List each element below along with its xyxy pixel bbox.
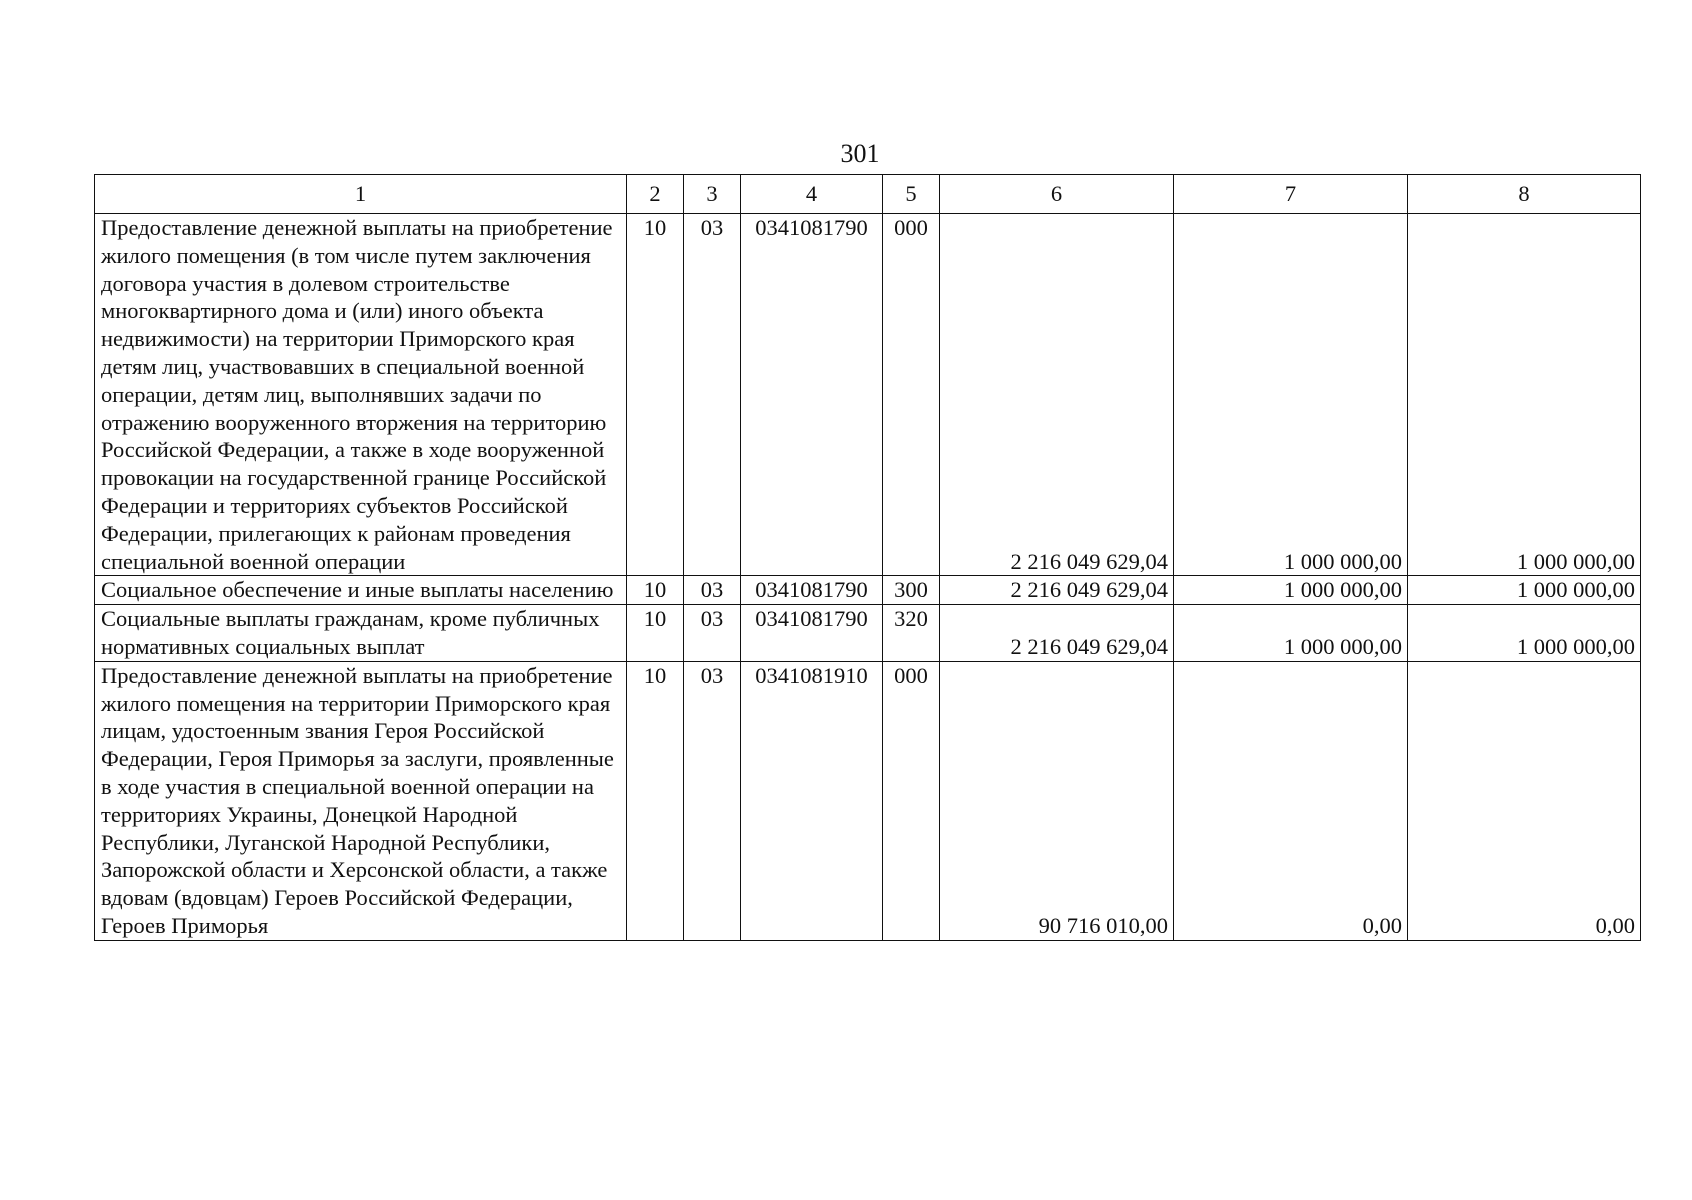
row-description: Социальное обеспечение и иные выплаты населению (95, 576, 627, 605)
row-amount-col6: 90 716 010,00 (940, 661, 1174, 940)
row-razdel: 10 (627, 661, 684, 940)
row-amount-col6: 2 216 049 629,04 (940, 576, 1174, 605)
row-description: Предоставление денежной выплаты на приобретение жилого помещения (в том числе путем заключения договора участия в долевом строительстве многоквартирного дома и (или) иного объекта недвижимости) на территории Приморского края детям лиц, участвовавших в специальной военной операции, детям лиц, выполнявших задачи по отражению вооруженного вторжения на территорию Российской Федерации, а также в ходе вооруженной провокации на государственной границе Российской Федерации и территориях субъектов Российской Федерации, прилегающих к районам проведения специальной военной операции (95, 214, 627, 576)
row-podrazdel: 03 (684, 214, 741, 576)
row-amount-col7: 1 000 000,00 (1174, 605, 1408, 662)
header-cell-1: 1 (95, 175, 627, 214)
budget-table (94, 174, 1641, 941)
row-target-article: 0341081790 (741, 576, 883, 605)
table-row (95, 214, 1641, 576)
row-expense-type: 000 (883, 661, 940, 940)
row-target-article: 0341081790 (741, 214, 883, 576)
row-description: Предоставление денежной выплаты на приобретение жилого помещения на территории Приморского края лицам, удостоенным звания Героя Российской Федерации, Героя Приморья за заслуги, проявленные в ходе участия в специальной военной операции на территориях Украины, Донецкой Народной Республики, Луганской Народной Республики, Запорожской области и Херсонской области, а также вдовам (вдовцам) Героев Российской Федерации, Героев Приморья (95, 661, 627, 940)
header-cell-7: 7 (1174, 175, 1408, 214)
row-amount-col8: 1 000 000,00 (1408, 605, 1641, 662)
row-target-article: 0341081910 (741, 661, 883, 940)
row-target-article: 0341081790 (741, 605, 883, 662)
row-expense-type: 320 (883, 605, 940, 662)
header-cell-5: 5 (883, 175, 940, 214)
row-amount-col8: 0,00 (1408, 661, 1641, 940)
table-row (95, 605, 1641, 662)
row-razdel: 10 (627, 605, 684, 662)
row-amount-col6: 2 216 049 629,04 (940, 605, 1174, 662)
row-podrazdel: 03 (684, 605, 741, 662)
table-row (95, 576, 1641, 605)
header-cell-2: 2 (627, 175, 684, 214)
row-expense-type: 300 (883, 576, 940, 605)
page-number: 301 (840, 139, 880, 168)
table-row (95, 661, 1641, 940)
row-podrazdel: 03 (684, 661, 741, 940)
header-cell-6: 6 (940, 175, 1174, 214)
row-description: Социальные выплаты гражданам, кроме публичных нормативных социальных выплат (95, 605, 627, 662)
row-amount-col7: 1 000 000,00 (1174, 214, 1408, 576)
row-razdel: 10 (627, 576, 684, 605)
row-amount-col7: 0,00 (1174, 661, 1408, 940)
row-expense-type: 000 (883, 214, 940, 576)
row-amount-col8: 1 000 000,00 (1408, 214, 1641, 576)
row-amount-col6: 2 216 049 629,04 (940, 214, 1174, 576)
table-header-row (95, 175, 1641, 214)
row-podrazdel: 03 (684, 576, 741, 605)
row-razdel: 10 (627, 214, 684, 576)
row-amount-col8: 1 000 000,00 (1408, 576, 1641, 605)
header-cell-4: 4 (741, 175, 883, 214)
header-cell-3: 3 (684, 175, 741, 214)
header-cell-8: 8 (1408, 175, 1641, 214)
row-amount-col7: 1 000 000,00 (1174, 576, 1408, 605)
